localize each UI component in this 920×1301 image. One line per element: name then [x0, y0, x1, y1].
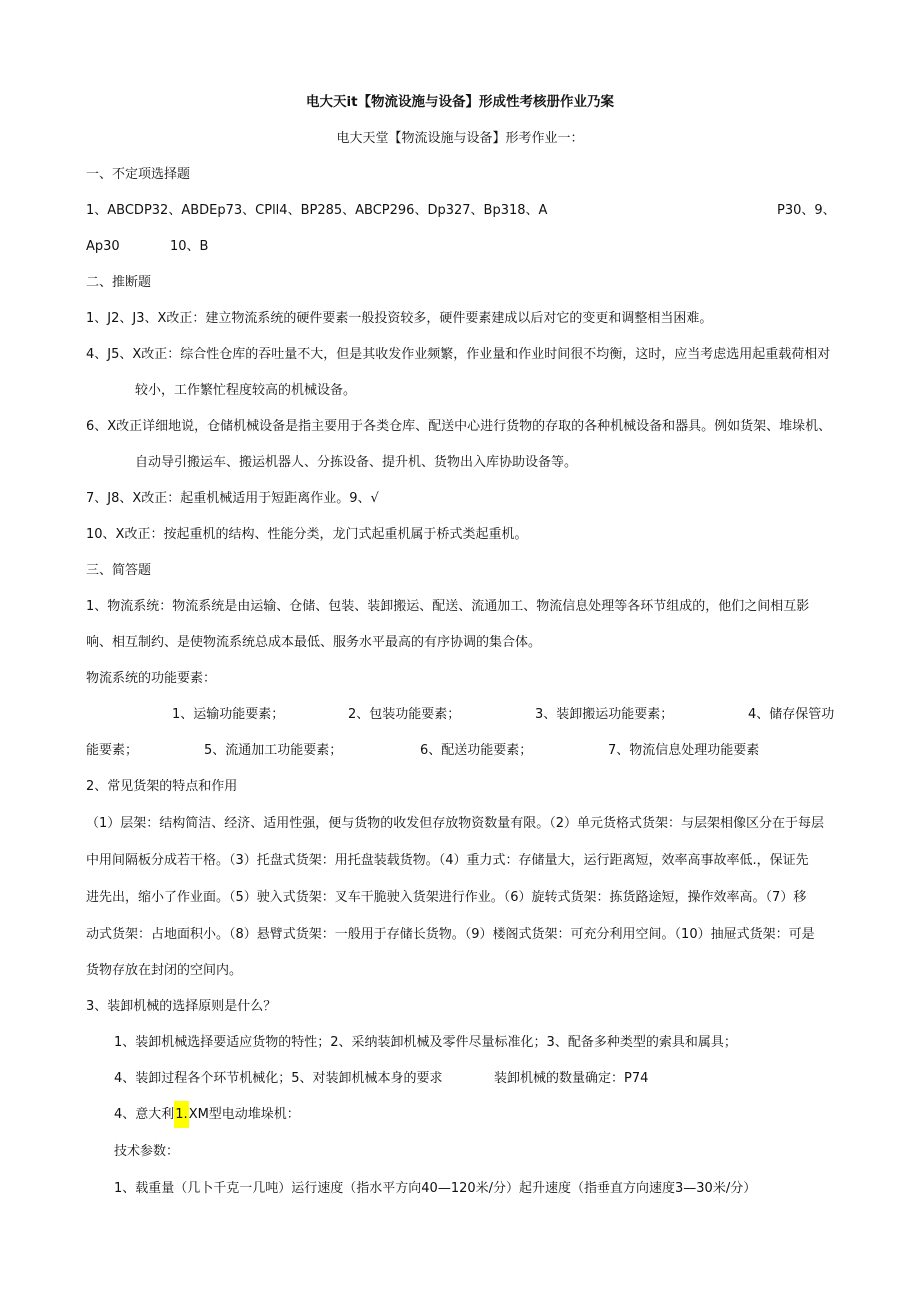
section-heading-choice: 一、不定项选择题 — [86, 167, 191, 182]
q3-line1: 1、装卸机械选择要适应货物的特性；2、采纳装卸机械及零件尽量标准化；3、配备多种类型的索具和属具； — [114, 1035, 737, 1050]
q3-line2b: 装卸机械的数量确定：P74 — [494, 1071, 649, 1086]
function-element-3: 3、装卸搬运功能要素； — [535, 707, 674, 722]
function-element-2: 2、包装功能要素； — [348, 707, 461, 722]
judgement-p5: 10、X改正：按起重机的结构、性能分类，龙门式起重机属于桥式类起重机。 — [86, 527, 528, 542]
q2-heading: 2、常见货架的特点和作用 — [86, 779, 238, 794]
q4-prefix: 4、意大利 — [114, 1107, 175, 1122]
q2-line2: 中用间隔板分成若干格。（3）托盘式货架：用托盘装载货物。（4）重力式：存储量大，运行距离短，效率高事故率低.，保证先 — [86, 853, 809, 868]
q1-line1: 1、物流系统：物流系统是由运输、仓储、包装、装卸搬运、配送、流通加工、物流信息处理等各环节组成的，他们之间相互影 — [86, 599, 810, 614]
q1-line2: 响、相互制约、是使物流系统总成本最低、服务水平最高的有序协调的集合体。 — [86, 635, 542, 650]
document-subtitle: 电大天堂【物流设施与设备】形考作业一： — [336, 131, 584, 146]
q2-line4: 动式货架：占地面积小。（8）悬臂式货架：一般用于存储长货物。（9）楼阁式货架：可充分利用空间。（10）抽屉式货架：可是 — [86, 927, 815, 942]
choice-answers-line2-a: Ap30 — [86, 239, 120, 254]
function-element-6: 6、配送功能要素； — [420, 743, 533, 758]
q4-highlighted-text: 1. — [174, 1101, 188, 1128]
judgement-p3-line2: 自动导引搬运车、搬运机器人、分拣设备、提升机、货物出入库协助设备等。 — [135, 455, 578, 470]
choice-answers-line1-right: P30、9、 — [777, 203, 836, 218]
function-element-4a: 4、储存保管功 — [748, 707, 835, 722]
section-heading-short-answer: 三、简答题 — [86, 563, 152, 578]
function-element-1: 1、运输功能要素； — [172, 707, 285, 722]
section-heading-judgement: 二、推断题 — [86, 275, 152, 290]
q2-line1: （1）层架：结构简洁、经济、适用性强，便与货物的收发但存放物资数量有限。（2）单元货格式货架：与层架相像区分在于每层 — [86, 816, 825, 831]
q4-line — [114, 1106, 300, 1124]
judgement-p3-line1: 6、X改正详细地说，仓储机械设备是指主要用于各类仓库、配送中心进行货物的存取的各种机械设备和器具。例如货架、堆垛机、 — [86, 419, 832, 434]
choice-answers-line1: 1、ABCDP32、ABDEp73、CPll4、BP285、ABCP296、Dp327、Bp318、A — [86, 203, 548, 218]
q2-line5: 货物存放在封闭的空间内。 — [86, 963, 243, 978]
tech-param-1: 1、载重量（几卜千克一几吨）运行速度（指水平方向40—120米/分）起升速度（指垂直方向速度3—30米/分） — [114, 1181, 757, 1196]
function-element-5: 5、流通加工功能要素； — [204, 743, 343, 758]
function-elements-label: 物流系统的功能要素： — [86, 671, 217, 686]
q3-line2a: 4、装卸过程各个环节机械化；5、对装卸机械本身的要求 — [114, 1071, 443, 1086]
judgement-p2-line2: 较小，工作繁忙程度较高的机械设备。 — [135, 383, 357, 398]
q2-line3: 进先出，缩小了作业面。（5）驶入式货架：叉车干脆驶入货架进行作业。（6）旋转式货架：拣货路途短，操作效率高。（7）移 — [86, 890, 807, 905]
judgement-p4: 7、J8、X改正：起重机械适用于短距离作业。9、√ — [86, 491, 379, 506]
judgement-p2-line1: 4、J5、X改正：综合性仓库的吞吐量不大，但是其收发作业频繁，作业量和作业时间很不均衡，这时，应当考虑选用起重载荷相对 — [86, 347, 831, 362]
function-element-4b: 能要素； — [86, 743, 139, 758]
q4-suffix: XM型电动堆垛机： — [188, 1107, 300, 1122]
judgement-p1: 1、J2、J3、X改正：建立物流系统的硬件要素一般投资较多，硬件要素建成以后对它的变更和调整相当困难。 — [86, 311, 713, 326]
document-title: 电大天it【物流设施与设备】形成性考核册作业乃案 — [305, 94, 615, 110]
tech-params-label: 技术参数： — [114, 1144, 180, 1159]
function-element-7: 7、物流信息处理功能要素 — [608, 743, 760, 758]
q3-heading: 3、装卸机械的选择原则是什么？ — [86, 999, 277, 1014]
choice-answers-line2-b: 10、B — [170, 239, 209, 254]
